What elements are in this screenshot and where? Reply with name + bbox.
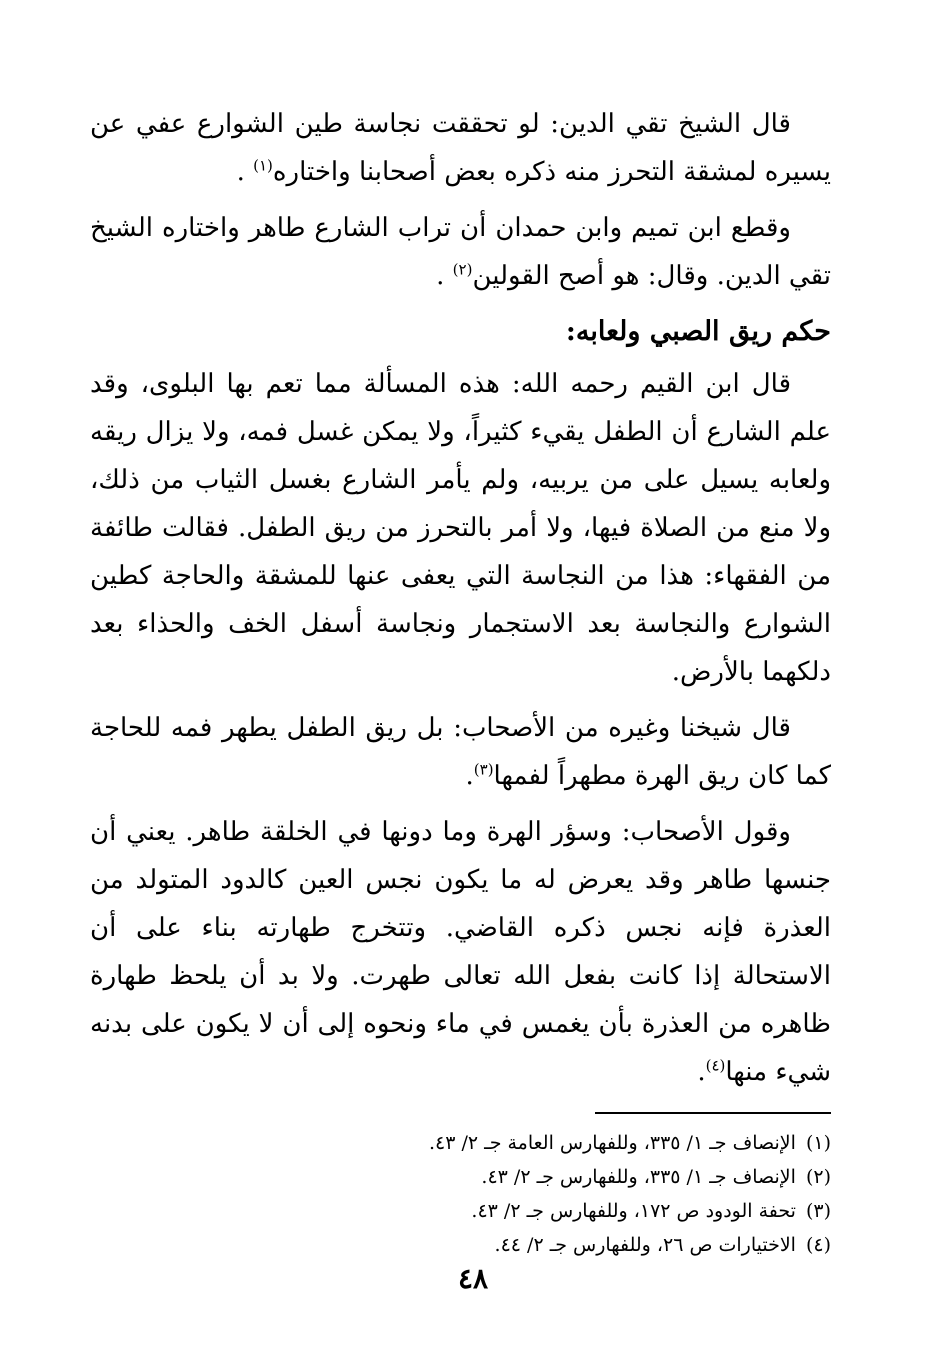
- paragraph-1-end: .: [236, 157, 254, 187]
- footnote-4-text: الاختيارات ص ٢٦، وللفهارس جـ ٢/ ٤٤.: [494, 1234, 796, 1256]
- paragraph-2-end: .: [436, 261, 453, 291]
- footnote-1-text: الإنصاف جـ ١/ ٣٣٥، وللفهارس العامة جـ ٢/ ٤٣.: [428, 1132, 796, 1154]
- paragraph-3: [90, 360, 831, 696]
- footnote-2-text: الإنصاف جـ ١/ ٣٣٥، وللفهارس جـ ٢/ ٤٣.: [481, 1166, 796, 1188]
- paragraph-1: [90, 100, 831, 196]
- section-heading: حكم ريق الصبي ولعابه:: [565, 316, 831, 347]
- paragraph-4-text: قال شيخنا وغيره من الأصحاب: بل ريق الطفل يطهر فمه للحاجة كما كان ريق الهرة مطهراً لفمها: [90, 713, 831, 791]
- footnote-ref-1[interactable]: (١): [253, 156, 273, 175]
- paragraph-2: [90, 204, 831, 300]
- footnote-3-number: (٣): [805, 1200, 831, 1222]
- page-number: ٤٨: [457, 1262, 489, 1295]
- footnote-3-text: تحفة الودود ص ١٧٢، وللفهارس جـ ٢/ ٤٣.: [471, 1200, 796, 1222]
- footnote-1: [90, 1126, 831, 1160]
- footnote-1-number: (١): [805, 1132, 831, 1154]
- paragraph-2-text: وقطع ابن تميم وابن حمدان أن تراب الشارع طاهر واختاره الشيخ تقي الدين. وقال: هو أصح القولين: [90, 213, 831, 291]
- footnote-4: [90, 1228, 831, 1262]
- paragraph-5: [90, 808, 831, 1096]
- footnote-4-number: (٤): [805, 1234, 831, 1256]
- paragraph-1-text: قال الشيخ تقي الدين: لو تحققت نجاسة طين الشوارع عفي عن يسيره لمشقة التحرز منه ذكره بعض أصحابنا واختاره: [90, 109, 831, 187]
- paragraph-5-end: .: [697, 1057, 706, 1087]
- paragraph-5-text: وقول الأصحاب: وسؤر الهرة وما دونها في الخلقة طاهر. يعني أن جنسها طاهر وقد يعرض له ما يكون نجس العين كالدود المتولد من العذرة فإنه نجس ذكره القاضي. وتتخرج طهارته بناء على أن الاستحالة إذا كانت بفعل الله تعالى طهرت. ولا بد أن يلحظ طهارة ظاهره من العذرة بأن يغمس في ماء ونحوه إلى أن لا يكون على بدنه شيء منها: [90, 817, 831, 1087]
- footnote-2: [90, 1160, 831, 1194]
- footnote-divider: [595, 1112, 831, 1114]
- footnotes: [90, 1126, 831, 1262]
- footnote-ref-4[interactable]: (٤): [705, 1056, 726, 1075]
- paragraph-4: [90, 704, 831, 800]
- footnote-2-number: (٢): [805, 1166, 831, 1188]
- footnote-ref-2[interactable]: (٢): [452, 260, 473, 279]
- paragraph-3-text: قال ابن القيم رحمه الله: هذه المسألة مما تعم بها البلوى، وقد علم الشارع أن الطفل يقيء كثيراً، ولا يمكن غسل فمه، ولا يزال ريقه ولعابه يسيل على من يربيه، ولم يأمر الشارع بغسل الثياب من ذلك، ولا منع من الصلاة فيها، ولا أمر بالتحرز من ريق الطفل. فقالت طائفة من الفقهاء: هذا من النجاسة التي يعفى عنها للمشقة والحاجة كطين الشوارع والنجاسة بعد الاستجمار ونجاسة أسفل الخف والحذاء بعد دلكهما بالأرض.: [90, 369, 831, 687]
- paragraph-4-end: .: [465, 761, 474, 791]
- footnote-ref-3[interactable]: (٣): [473, 760, 494, 779]
- footnote-3: [90, 1194, 831, 1228]
